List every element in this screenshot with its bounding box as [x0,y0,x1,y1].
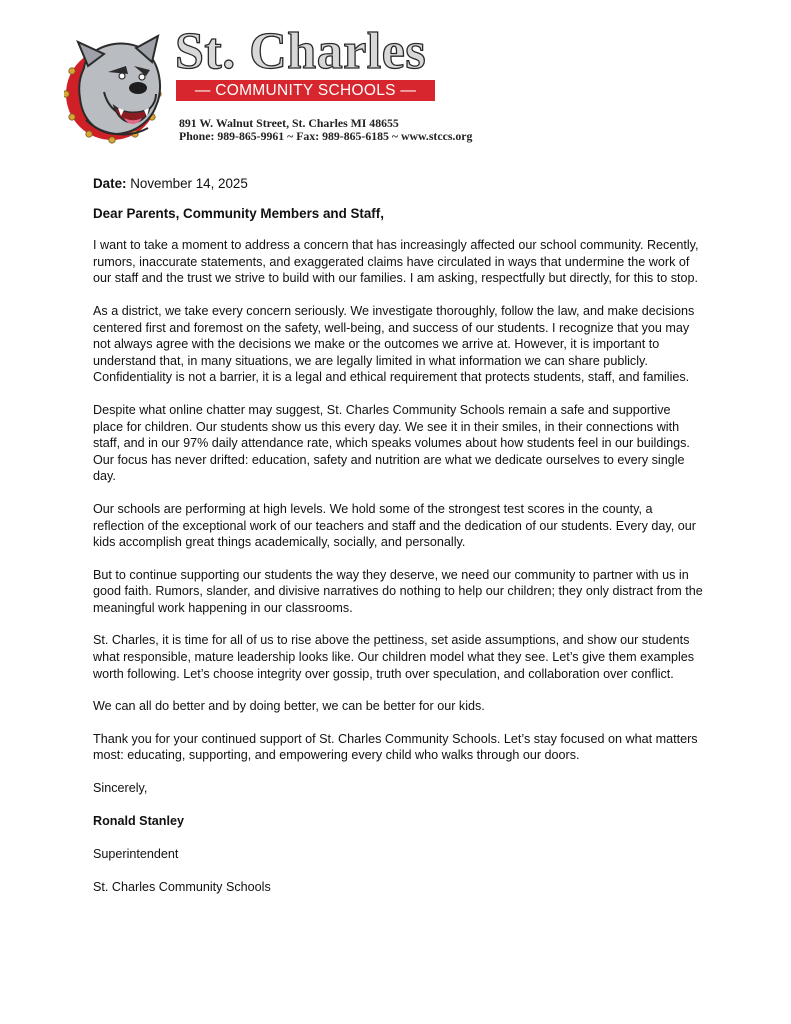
paragraph: As a district, we take every concern seriously. We investigate thoroughly, follow the law, and make decisions centered first and foremost on the safety, well-being, and success of our students. I recognize that you may not always agree with the decisions we make or the outcomes we arrive at. However, it is important to understand that, in many situations, we are legally limited in what information we can share publicly. Confidentiality is not a barrier, it is a legal and ethical requirement that protects students, staff, and families. [93,303,695,385]
date-label: Date: [93,176,127,191]
closing: Sincerely, [93,781,148,796]
letter-body [93,176,703,912]
date-line [93,176,703,193]
signer-org: St. Charles Community Schools [93,880,271,895]
paragraph: I want to take a moment to address a concern that has increasingly affected our school community. Recently, rumors, inaccurate statements, and exaggerated claims have circulated in ways that undermine the work of our staff and the trust we strive to build with our families. I am asking, respectfully but directly, for this to stop. [93,238,699,286]
date-value: November 14, 2025 [130,176,248,191]
greeting: Dear Parents, Community Members and Staff, [93,205,384,221]
paragraph: St. Charles, it is time for all of us to rise above the pettiness, set aside assumptions, and show our students what responsible, mature leadership looks like. Our children model what they see. Let’s give them examples worth following. Let’s choose integrity over gossip, truth over speculation, and collaboration over conflict. [93,633,695,681]
contact-line: Phone: 989-865-9961 ~ Fax: 989-865-6185 ~ www.stccs.org [179,129,473,143]
school-name: St. Charles [175,23,427,80]
address-line: 891 W. Walnut Street, St. Charles MI 48655 [179,116,399,130]
bulldog-mascot-icon [64,28,174,156]
paragraph: Our schools are performing at high levels. We hold some of the strongest test scores in the county, a reflection of the exceptional work of our teachers and staff and the dedication of our students. Every day, our kids accomplish great things academically, socially, and personally. [93,501,696,550]
school-banner: — COMMUNITY SCHOOLS — [176,80,435,101]
paragraph: But to continue supporting our students the way they deserve, we need our community to partner with us in good faith. Rumors, slander, and divisive narratives do nothing to help our children; they only distract from the meaningful work happening in our classrooms. [93,567,703,615]
signature-block [93,780,703,896]
paragraph: Despite what online chatter may suggest, St. Charles Community Schools remain a safe and supportive place for children. Our students show us this every day. We see it in their smiles, in their connections with staff, and in our 97% daily attendance rate, which speaks volumes about how students feel in our buildings. Our focus has never drifted: education, safety and nutrition are what we dedicate ourselves to every single day. [93,402,690,484]
signer-name: Ronald Stanley [93,814,184,829]
letterhead [0,0,791,160]
paragraph: Thank you for your continued support of St. Charles Community Schools. Let’s stay focused on what matters most: educating, supporting, and empowering every child who walks through our doors. [93,731,698,763]
paragraph: We can all do better and by doing better, we can be better for our kids. [93,699,485,714]
signer-title: Superintendent [93,847,179,862]
